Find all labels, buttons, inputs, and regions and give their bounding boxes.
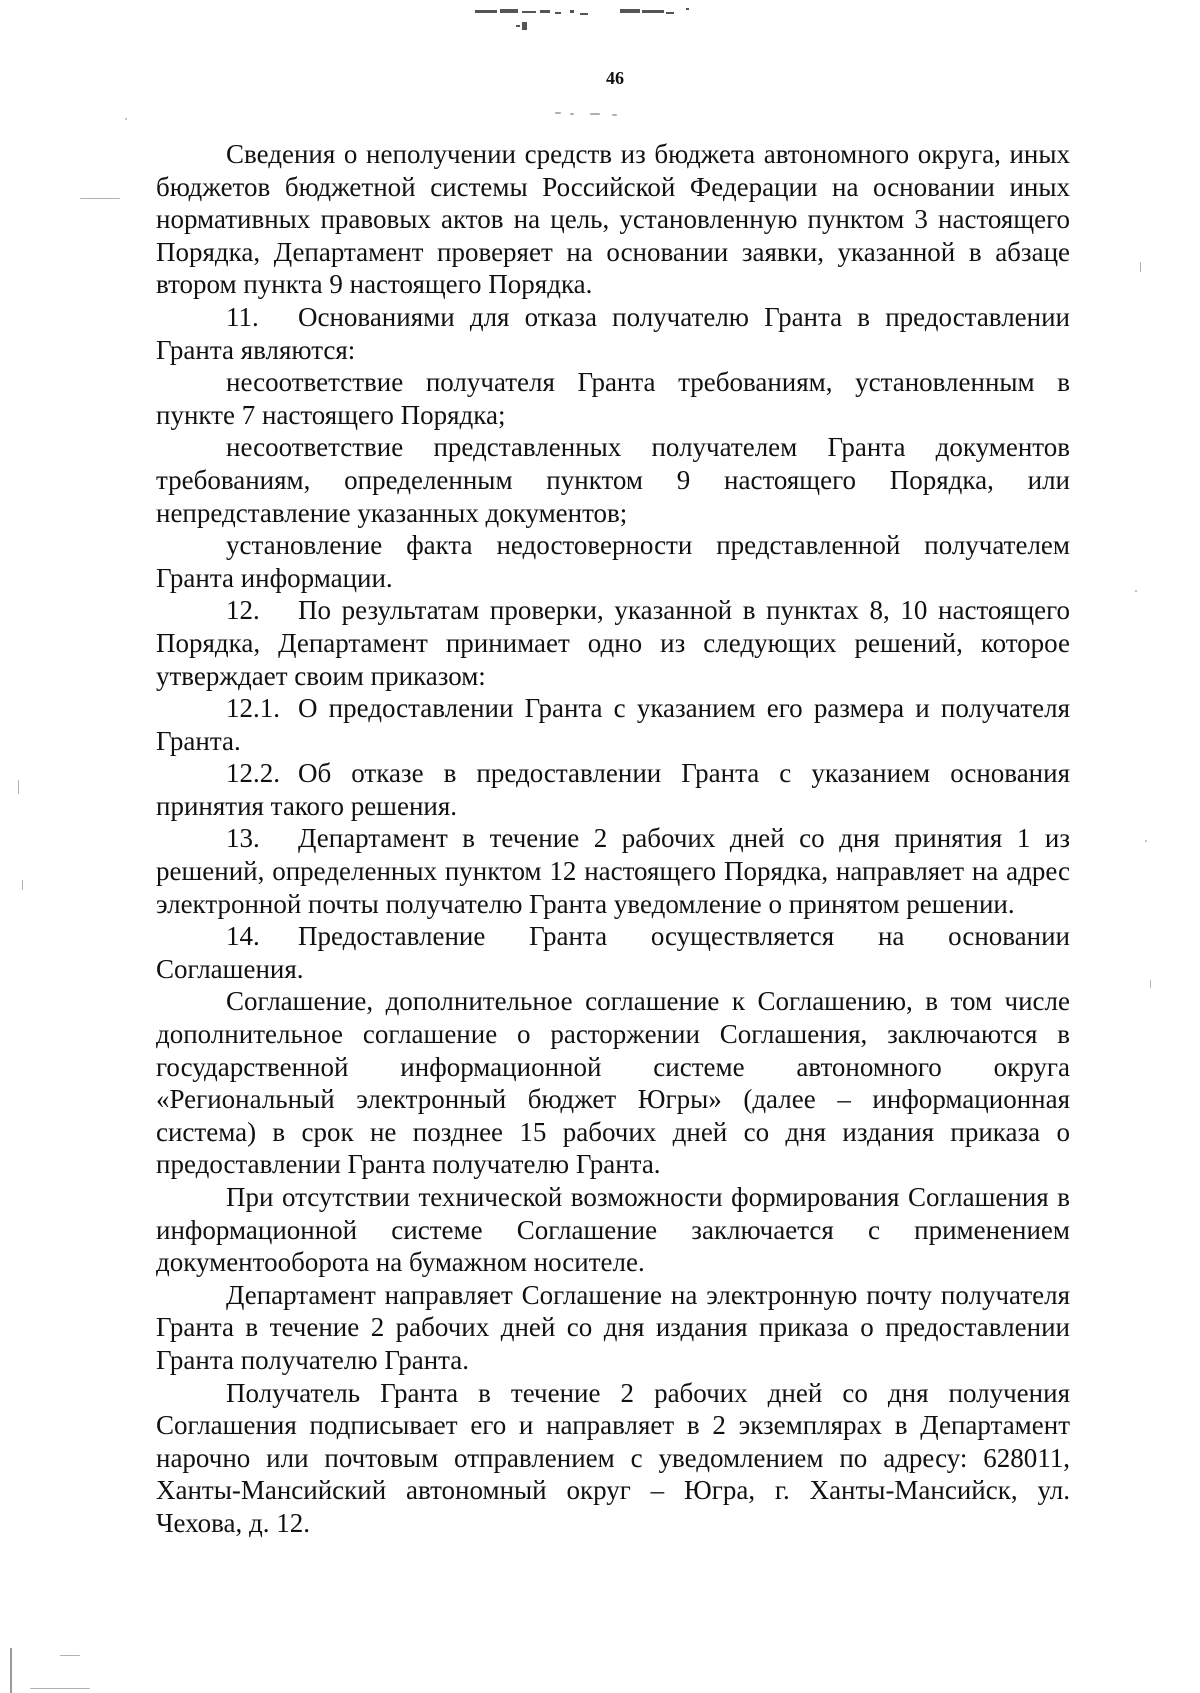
clause-number: 12. (226, 595, 260, 626)
numbered-paragraph (156, 920, 1070, 985)
clause-number: 12.2. (226, 758, 280, 789)
paragraph (156, 1181, 1070, 1279)
paragraph-text: Получатель Гранта в течение 2 рабочих дней со дня получения Соглашения подписывает его и направляет в 2 экземплярах в Департамент нарочно или почтовым отправлением с уведомлением по адресу: 628011, Ханты-Мансийский автономный округ – Югра, г. Ханты-Мансийск, ул. Чехова, д. 12. (156, 1377, 1070, 1538)
paragraph-text: Департамент направляет Соглашение на электронную почту получателя Гранта в течение 2 рабочих дней со дня издания приказа о предоставлении Гранта получателю Гранта. (156, 1279, 1070, 1375)
binding-edge-mark (10, 1648, 12, 1693)
numbered-paragraph (156, 594, 1070, 692)
paragraph-text: По результатам проверки, указанной в пунктах 8, 10 настоящего Порядка, Департамент принимает одно из следующих решений, которое утверждает своим приказом: (156, 595, 1070, 691)
paragraph-text: установление факта недостоверности представленной получателем Гранта информации. (156, 530, 1070, 593)
numbered-paragraph (156, 301, 1070, 366)
clause-number: 14. (226, 921, 260, 952)
paragraph-text: несоответствие получателя Гранта требованиям, установленным в пункте 7 настоящего Порядка; (156, 367, 1070, 430)
paragraph-text: При отсутствии технической возможности формирования Соглашения в информационной системе Соглашение заключается с применением документооборота на бумажном носителе. (156, 1182, 1070, 1278)
clause-number: 12.1. (226, 693, 280, 724)
paragraph-text: О предоставлении Гранта с указанием его размера и получателя Гранта. (156, 693, 1070, 756)
paragraph-text: Соглашение, дополнительное соглашение к Соглашению, в том числе дополнительное соглашение о расторжении Соглашения, заключаются в государственной информационной системе автономного округа «Региональный электронный бюджет Югры» (далее – информационная система) в срок не позднее 15 рабочих дней со дня издания приказа о предоставлении Гранта получателю Гранта. (156, 986, 1070, 1180)
paragraph-text: Предоставление Гранта осуществляется на основании Соглашения. (156, 921, 1070, 984)
paragraph (156, 1279, 1070, 1377)
clause-number: 13. (226, 823, 260, 854)
paragraph (156, 431, 1070, 529)
document-body (156, 138, 1070, 1540)
paragraph (156, 138, 1070, 301)
paragraph-text: Основаниями для отказа получателю Гранта в предоставлении Гранта являются: (156, 301, 1070, 365)
clause-number: 11. (226, 301, 259, 332)
scan-artifact (470, 4, 740, 34)
page-number: 46 (606, 68, 624, 88)
paragraph (156, 985, 1070, 1181)
numbered-paragraph (156, 692, 1070, 757)
paragraph-text: Сведения о неполучении средств из бюджета автономного округа, иных бюджетов бюджетной системы Российской Федерации на основании иных нормативных правовых актов на цель, установленную пунктом 3 настоящего Порядка, Департамент проверяет на основании заявки, указанной в абзаце втором пункта 9 настоящего Порядка. (156, 139, 1070, 300)
paragraph-text: несоответствие представленных получателем Гранта документов требованиям, определенным пунктом 9 настоящего Порядка, или непредставление указанных документов; (156, 432, 1070, 528)
paragraph-text: Об отказе в предоставлении Гранта с указанием основания принятия такого решения. (156, 758, 1070, 821)
paragraph (156, 366, 1070, 431)
numbered-paragraph (156, 822, 1070, 920)
paragraph (156, 529, 1070, 594)
paragraph (156, 1377, 1070, 1540)
paragraph-text: Департамент в течение 2 рабочих дней со дня принятия 1 из решений, определенных пунктом 12 настоящего Порядка, направляет на адрес электронной почты получателю Гранта уведомление о принятом решении. (156, 823, 1070, 919)
numbered-paragraph (156, 757, 1070, 822)
